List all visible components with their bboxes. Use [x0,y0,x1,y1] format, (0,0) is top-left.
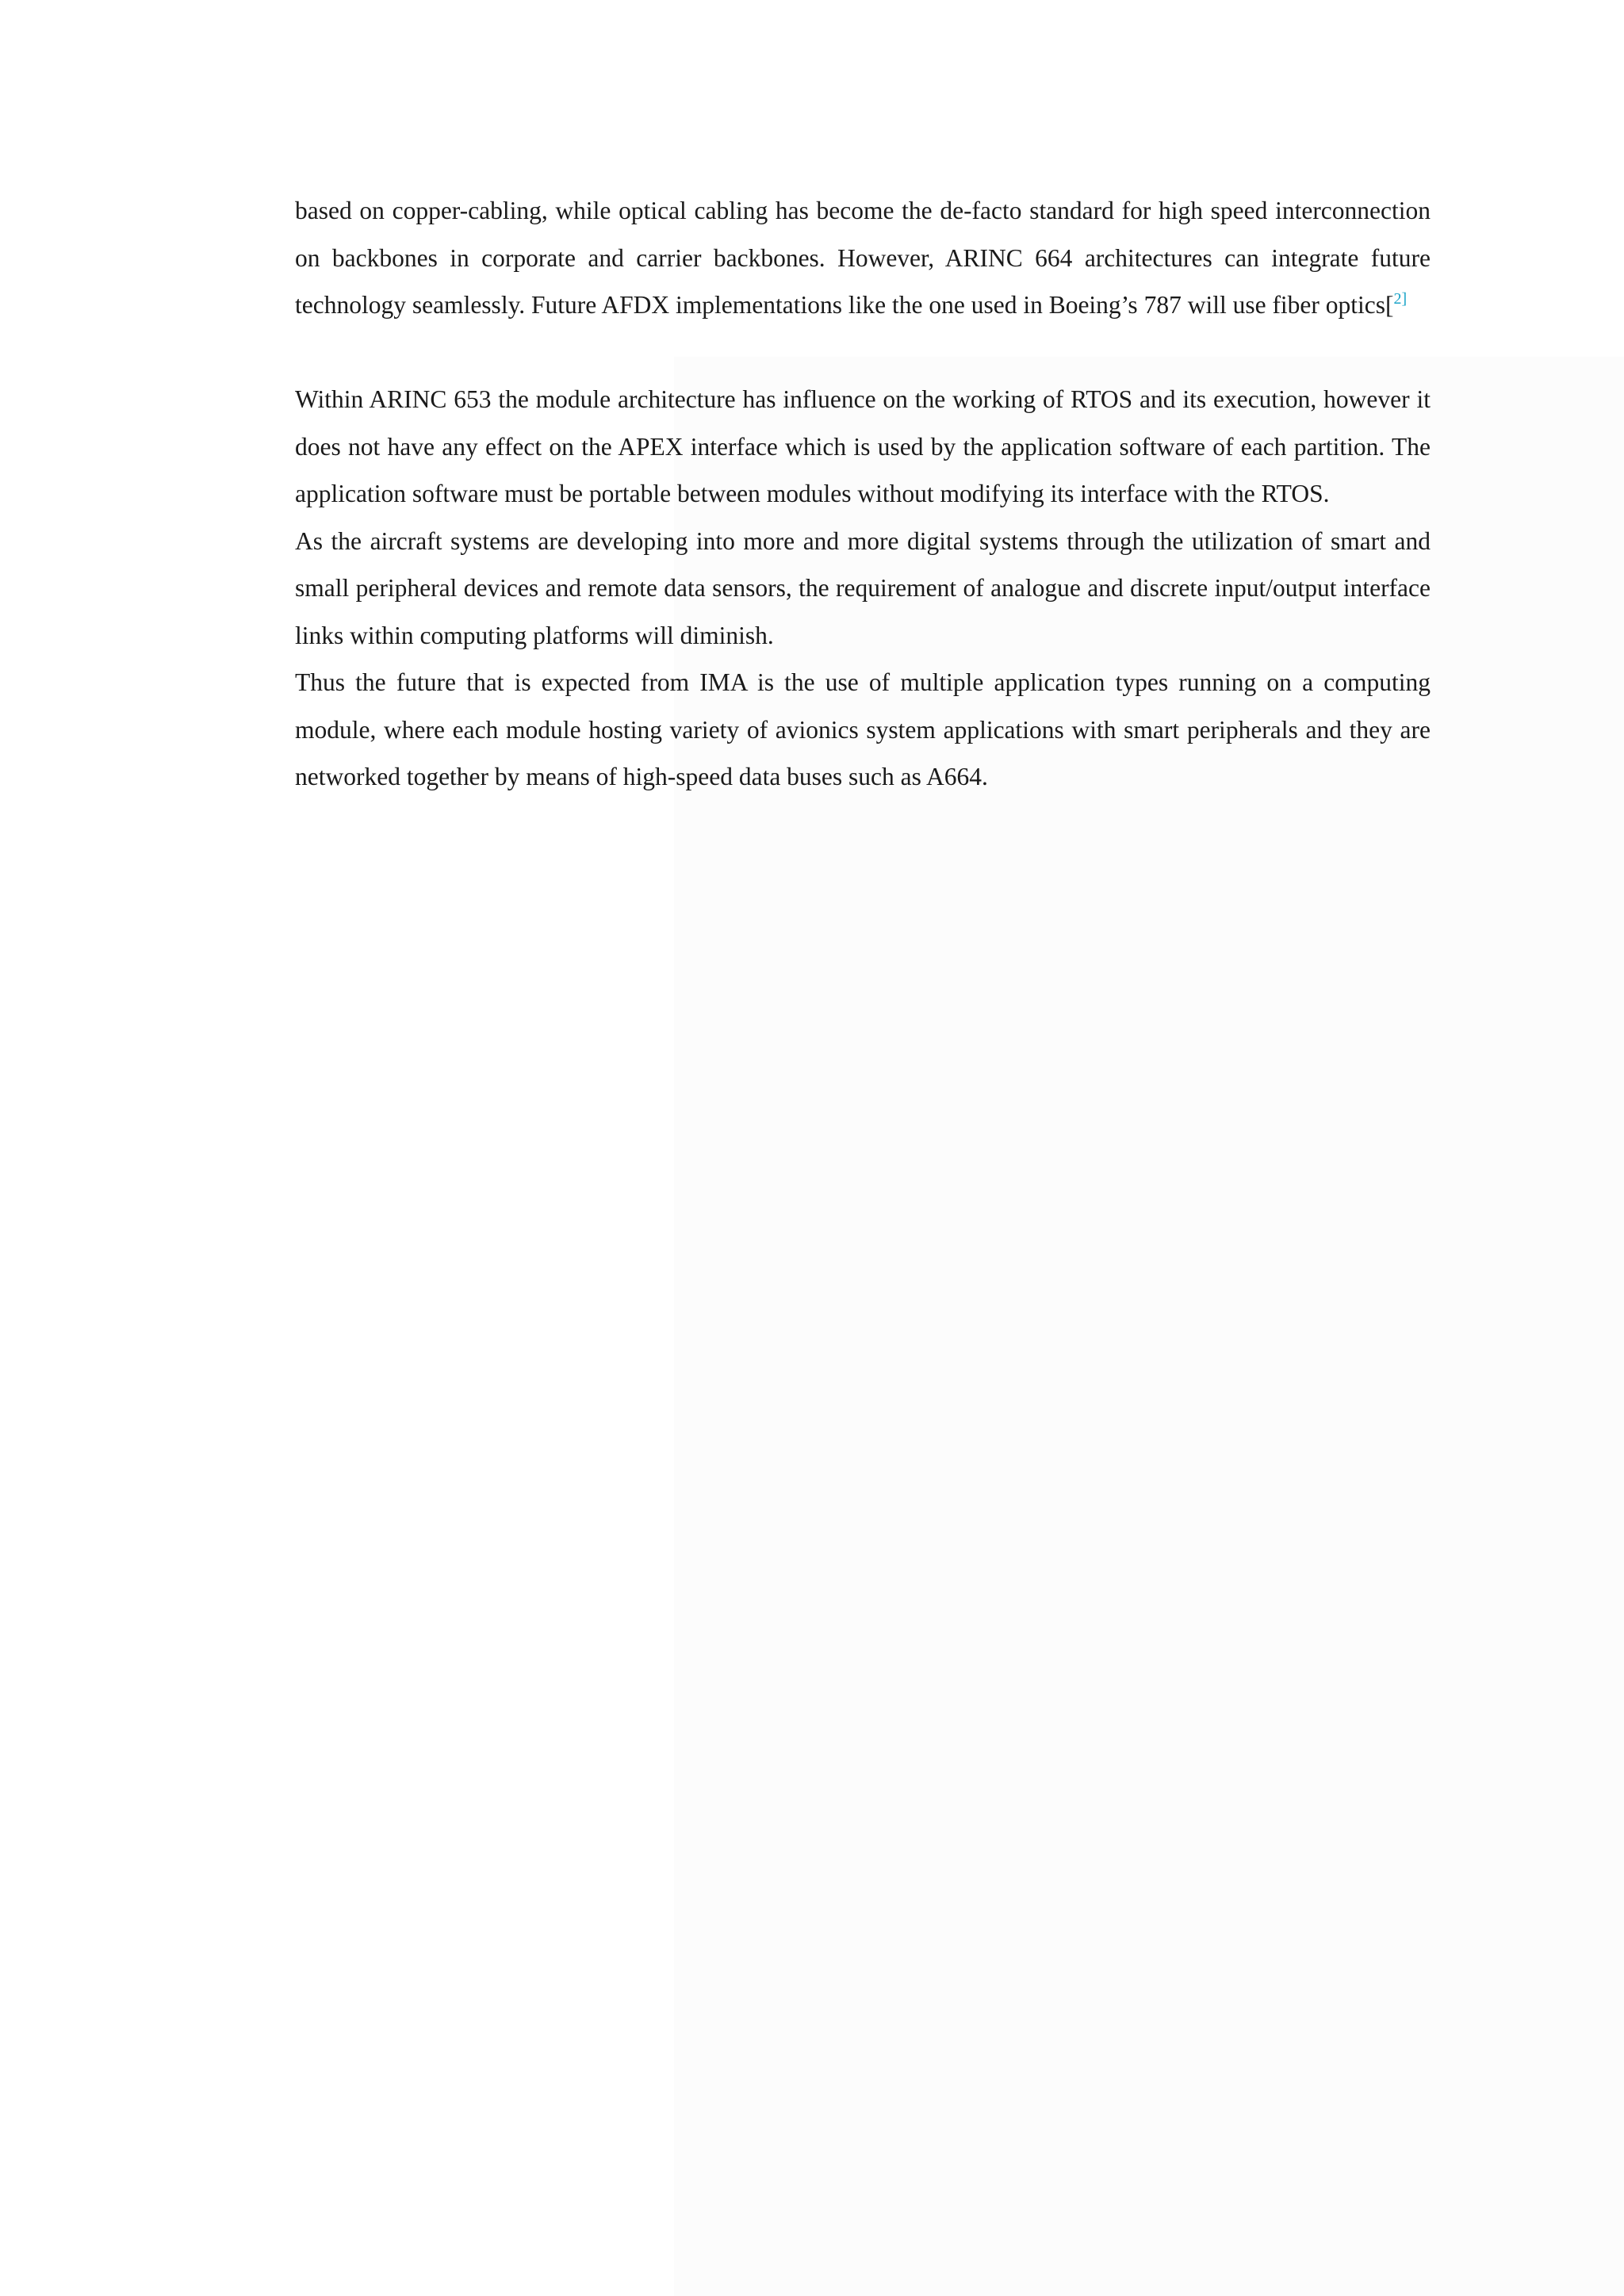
body-text [295,187,1431,801]
paragraph-4: Thus the future that is expected from IMA is the use of multiple application types running on a computing module, where each module hosting variety of avionics system applications with smart peripherals and they are networked together by means of high-speed data buses such as A664. [295,668,1431,790]
paragraph-gap [295,329,1431,377]
paragraph-1-text: based on copper-cabling, while optical cabling has become the de-facto standard for high speed interconnection on backbones in corporate and carrier backbones. However, ARINC 664 architectures can integrate future technology seamlessly. Future AFDX implementations like the one used in Boeing’s 787 will use fiber optics[ [295,197,1431,319]
paragraph-3: As the aircraft systems are developing into more and more digital systems through the utilization of smart and small peripheral devices and remote data sensors, the requirement of analogue and discrete input/output interface links within computing platforms will diminish. [295,526,1431,649]
paragraph-1 [295,187,1431,329]
citation-link[interactable]: 2] [1393,290,1408,308]
paragraph-2: Within ARINC 653 the module architecture has influence on the working of RTOS and its execution, however it does not have any effect on the APEX interface which is used by the application software of each partition. The application software must be portable between modules without modifying its interface with the RTOS. [295,385,1431,507]
